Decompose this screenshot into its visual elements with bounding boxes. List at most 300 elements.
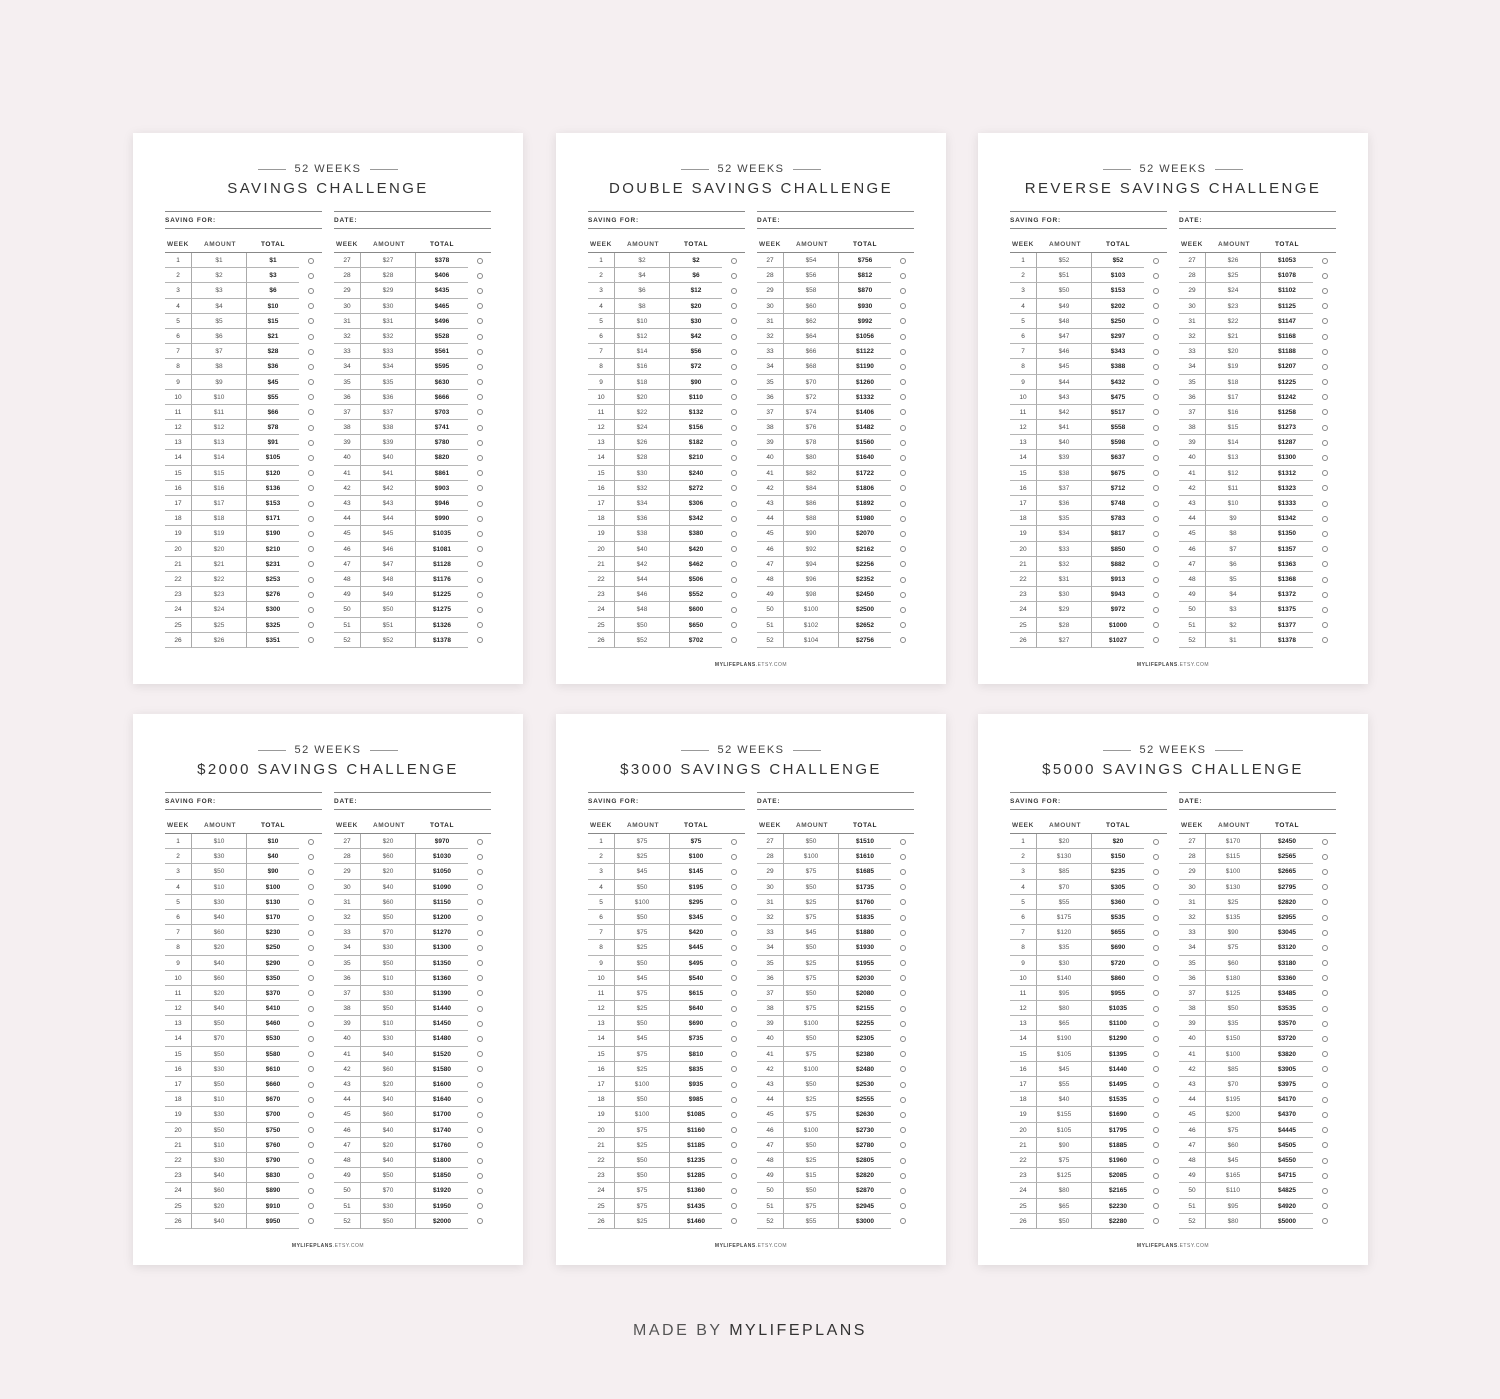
- checkbox-circle-icon[interactable]: [900, 899, 906, 905]
- checkbox-circle-icon[interactable]: [308, 884, 314, 890]
- checkbox-circle-icon[interactable]: [308, 869, 314, 875]
- checkbox-circle-icon[interactable]: [308, 607, 314, 613]
- checkbox-circle-icon[interactable]: [731, 1006, 737, 1012]
- checkbox-circle-icon[interactable]: [1153, 1021, 1159, 1027]
- date-field[interactable]: DATE:: [1179, 792, 1336, 810]
- checkbox-circle-icon[interactable]: [477, 561, 483, 567]
- checkbox-circle-icon[interactable]: [900, 1036, 906, 1042]
- checkbox-circle-icon[interactable]: [1322, 607, 1328, 613]
- checkbox-circle-icon[interactable]: [308, 470, 314, 476]
- checkbox-circle-icon[interactable]: [731, 546, 737, 552]
- checkbox-circle-icon[interactable]: [1153, 303, 1159, 309]
- checkbox-circle-icon[interactable]: [900, 975, 906, 981]
- checkbox-circle-icon[interactable]: [731, 637, 737, 643]
- checkbox-circle-icon[interactable]: [308, 1082, 314, 1088]
- checkbox-circle-icon[interactable]: [900, 303, 906, 309]
- checkbox-circle-icon[interactable]: [731, 990, 737, 996]
- checkbox-circle-icon[interactable]: [900, 409, 906, 415]
- checkbox-circle-icon[interactable]: [731, 1218, 737, 1224]
- checkbox-circle-icon[interactable]: [1153, 425, 1159, 431]
- checkbox-circle-icon[interactable]: [1322, 577, 1328, 583]
- checkbox-circle-icon[interactable]: [900, 1142, 906, 1148]
- checkbox-circle-icon[interactable]: [900, 1021, 906, 1027]
- checkbox-circle-icon[interactable]: [1322, 637, 1328, 643]
- checkbox-circle-icon[interactable]: [477, 577, 483, 583]
- checkbox-circle-icon[interactable]: [1322, 440, 1328, 446]
- checkbox-circle-icon[interactable]: [1322, 470, 1328, 476]
- checkbox-circle-icon[interactable]: [308, 915, 314, 921]
- checkbox-circle-icon[interactable]: [900, 1158, 906, 1164]
- checkbox-circle-icon[interactable]: [1322, 990, 1328, 996]
- checkbox-circle-icon[interactable]: [308, 409, 314, 415]
- checkbox-circle-icon[interactable]: [1322, 1051, 1328, 1057]
- checkbox-circle-icon[interactable]: [308, 455, 314, 461]
- checkbox-circle-icon[interactable]: [900, 440, 906, 446]
- checkbox-circle-icon[interactable]: [1153, 899, 1159, 905]
- checkbox-circle-icon[interactable]: [1322, 839, 1328, 845]
- checkbox-circle-icon[interactable]: [900, 1203, 906, 1209]
- checkbox-circle-icon[interactable]: [1153, 531, 1159, 537]
- checkbox-circle-icon[interactable]: [1322, 546, 1328, 552]
- checkbox-circle-icon[interactable]: [900, 273, 906, 279]
- checkbox-circle-icon[interactable]: [477, 1082, 483, 1088]
- checkbox-circle-icon[interactable]: [731, 1051, 737, 1057]
- checkbox-circle-icon[interactable]: [1322, 884, 1328, 890]
- checkbox-circle-icon[interactable]: [731, 577, 737, 583]
- checkbox-circle-icon[interactable]: [477, 1158, 483, 1164]
- checkbox-circle-icon[interactable]: [900, 334, 906, 340]
- checkbox-circle-icon[interactable]: [1322, 425, 1328, 431]
- checkbox-circle-icon[interactable]: [308, 485, 314, 491]
- checkbox-circle-icon[interactable]: [900, 1006, 906, 1012]
- checkbox-circle-icon[interactable]: [308, 1036, 314, 1042]
- checkbox-circle-icon[interactable]: [1322, 303, 1328, 309]
- checkbox-circle-icon[interactable]: [1153, 1006, 1159, 1012]
- checkbox-circle-icon[interactable]: [731, 288, 737, 294]
- checkbox-circle-icon[interactable]: [1322, 945, 1328, 951]
- checkbox-circle-icon[interactable]: [900, 990, 906, 996]
- checkbox-circle-icon[interactable]: [1322, 318, 1328, 324]
- checkbox-circle-icon[interactable]: [477, 869, 483, 875]
- checkbox-circle-icon[interactable]: [308, 334, 314, 340]
- checkbox-circle-icon[interactable]: [477, 1036, 483, 1042]
- checkbox-circle-icon[interactable]: [477, 637, 483, 643]
- checkbox-circle-icon[interactable]: [900, 455, 906, 461]
- checkbox-circle-icon[interactable]: [731, 839, 737, 845]
- checkbox-circle-icon[interactable]: [308, 899, 314, 905]
- checkbox-circle-icon[interactable]: [308, 318, 314, 324]
- checkbox-circle-icon[interactable]: [1322, 501, 1328, 507]
- checkbox-circle-icon[interactable]: [1322, 1082, 1328, 1088]
- checkbox-circle-icon[interactable]: [1153, 334, 1159, 340]
- checkbox-circle-icon[interactable]: [308, 1066, 314, 1072]
- checkbox-circle-icon[interactable]: [308, 1142, 314, 1148]
- checkbox-circle-icon[interactable]: [731, 455, 737, 461]
- checkbox-circle-icon[interactable]: [900, 930, 906, 936]
- checkbox-circle-icon[interactable]: [731, 975, 737, 981]
- checkbox-circle-icon[interactable]: [1153, 1036, 1159, 1042]
- checkbox-circle-icon[interactable]: [477, 1218, 483, 1224]
- checkbox-circle-icon[interactable]: [477, 1051, 483, 1057]
- checkbox-circle-icon[interactable]: [308, 854, 314, 860]
- checkbox-circle-icon[interactable]: [900, 1218, 906, 1224]
- checkbox-circle-icon[interactable]: [731, 1097, 737, 1103]
- checkbox-circle-icon[interactable]: [900, 622, 906, 628]
- checkbox-circle-icon[interactable]: [731, 915, 737, 921]
- checkbox-circle-icon[interactable]: [900, 960, 906, 966]
- checkbox-circle-icon[interactable]: [477, 1142, 483, 1148]
- checkbox-circle-icon[interactable]: [731, 884, 737, 890]
- checkbox-circle-icon[interactable]: [308, 839, 314, 845]
- checkbox-circle-icon[interactable]: [900, 1097, 906, 1103]
- checkbox-circle-icon[interactable]: [731, 1066, 737, 1072]
- checkbox-circle-icon[interactable]: [1322, 1006, 1328, 1012]
- checkbox-circle-icon[interactable]: [731, 899, 737, 905]
- checkbox-circle-icon[interactable]: [731, 869, 737, 875]
- checkbox-circle-icon[interactable]: [731, 531, 737, 537]
- checkbox-circle-icon[interactable]: [308, 1218, 314, 1224]
- checkbox-circle-icon[interactable]: [1322, 622, 1328, 628]
- checkbox-circle-icon[interactable]: [1153, 1142, 1159, 1148]
- checkbox-circle-icon[interactable]: [1153, 455, 1159, 461]
- checkbox-circle-icon[interactable]: [1322, 1021, 1328, 1027]
- checkbox-circle-icon[interactable]: [731, 592, 737, 598]
- checkbox-circle-icon[interactable]: [1153, 1188, 1159, 1194]
- checkbox-circle-icon[interactable]: [308, 1173, 314, 1179]
- checkbox-circle-icon[interactable]: [1322, 854, 1328, 860]
- checkbox-circle-icon[interactable]: [477, 592, 483, 598]
- checkbox-circle-icon[interactable]: [731, 470, 737, 476]
- checkbox-circle-icon[interactable]: [1322, 334, 1328, 340]
- checkbox-circle-icon[interactable]: [731, 1142, 737, 1148]
- checkbox-circle-icon[interactable]: [308, 592, 314, 598]
- checkbox-circle-icon[interactable]: [731, 485, 737, 491]
- checkbox-circle-icon[interactable]: [1322, 915, 1328, 921]
- checkbox-circle-icon[interactable]: [731, 1188, 737, 1194]
- checkbox-circle-icon[interactable]: [477, 899, 483, 905]
- checkbox-circle-icon[interactable]: [477, 501, 483, 507]
- checkbox-circle-icon[interactable]: [900, 1051, 906, 1057]
- checkbox-circle-icon[interactable]: [477, 364, 483, 370]
- checkbox-circle-icon[interactable]: [477, 349, 483, 355]
- checkbox-circle-icon[interactable]: [1153, 577, 1159, 583]
- checkbox-circle-icon[interactable]: [308, 637, 314, 643]
- checkbox-circle-icon[interactable]: [731, 1112, 737, 1118]
- checkbox-circle-icon[interactable]: [900, 945, 906, 951]
- checkbox-circle-icon[interactable]: [900, 884, 906, 890]
- checkbox-circle-icon[interactable]: [1153, 1158, 1159, 1164]
- checkbox-circle-icon[interactable]: [1153, 288, 1159, 294]
- checkbox-circle-icon[interactable]: [731, 409, 737, 415]
- checkbox-circle-icon[interactable]: [308, 561, 314, 567]
- checkbox-circle-icon[interactable]: [1322, 349, 1328, 355]
- checkbox-circle-icon[interactable]: [1153, 561, 1159, 567]
- checkbox-circle-icon[interactable]: [731, 318, 737, 324]
- checkbox-circle-icon[interactable]: [1322, 485, 1328, 491]
- checkbox-circle-icon[interactable]: [1153, 884, 1159, 890]
- checkbox-circle-icon[interactable]: [1322, 379, 1328, 385]
- saving-for-field[interactable]: SAVING FOR:: [165, 792, 322, 810]
- checkbox-circle-icon[interactable]: [731, 258, 737, 264]
- checkbox-circle-icon[interactable]: [308, 960, 314, 966]
- checkbox-circle-icon[interactable]: [308, 379, 314, 385]
- checkbox-circle-icon[interactable]: [731, 1082, 737, 1088]
- checkbox-circle-icon[interactable]: [1153, 394, 1159, 400]
- checkbox-circle-icon[interactable]: [731, 960, 737, 966]
- checkbox-circle-icon[interactable]: [308, 1112, 314, 1118]
- checkbox-circle-icon[interactable]: [477, 409, 483, 415]
- checkbox-circle-icon[interactable]: [1322, 531, 1328, 537]
- checkbox-circle-icon[interactable]: [731, 1203, 737, 1209]
- checkbox-circle-icon[interactable]: [1322, 516, 1328, 522]
- checkbox-circle-icon[interactable]: [900, 485, 906, 491]
- checkbox-circle-icon[interactable]: [308, 990, 314, 996]
- checkbox-circle-icon[interactable]: [477, 531, 483, 537]
- checkbox-circle-icon[interactable]: [1153, 607, 1159, 613]
- checkbox-circle-icon[interactable]: [900, 258, 906, 264]
- checkbox-circle-icon[interactable]: [900, 915, 906, 921]
- checkbox-circle-icon[interactable]: [477, 470, 483, 476]
- checkbox-circle-icon[interactable]: [1153, 379, 1159, 385]
- checkbox-circle-icon[interactable]: [1153, 1051, 1159, 1057]
- checkbox-circle-icon[interactable]: [1322, 869, 1328, 875]
- checkbox-circle-icon[interactable]: [308, 440, 314, 446]
- checkbox-circle-icon[interactable]: [1322, 1066, 1328, 1072]
- checkbox-circle-icon[interactable]: [731, 425, 737, 431]
- checkbox-circle-icon[interactable]: [308, 1188, 314, 1194]
- checkbox-circle-icon[interactable]: [477, 303, 483, 309]
- checkbox-circle-icon[interactable]: [900, 349, 906, 355]
- checkbox-circle-icon[interactable]: [1322, 930, 1328, 936]
- checkbox-circle-icon[interactable]: [477, 915, 483, 921]
- checkbox-circle-icon[interactable]: [1153, 1173, 1159, 1179]
- checkbox-circle-icon[interactable]: [731, 607, 737, 613]
- checkbox-circle-icon[interactable]: [731, 1158, 737, 1164]
- checkbox-circle-icon[interactable]: [477, 1173, 483, 1179]
- checkbox-circle-icon[interactable]: [477, 930, 483, 936]
- checkbox-circle-icon[interactable]: [477, 258, 483, 264]
- checkbox-circle-icon[interactable]: [1322, 1158, 1328, 1164]
- checkbox-circle-icon[interactable]: [1153, 485, 1159, 491]
- checkbox-circle-icon[interactable]: [1322, 975, 1328, 981]
- checkbox-circle-icon[interactable]: [308, 273, 314, 279]
- checkbox-circle-icon[interactable]: [1153, 364, 1159, 370]
- checkbox-circle-icon[interactable]: [731, 1021, 737, 1027]
- checkbox-circle-icon[interactable]: [477, 1188, 483, 1194]
- checkbox-circle-icon[interactable]: [477, 607, 483, 613]
- checkbox-circle-icon[interactable]: [477, 1203, 483, 1209]
- checkbox-circle-icon[interactable]: [477, 288, 483, 294]
- checkbox-circle-icon[interactable]: [1153, 1082, 1159, 1088]
- checkbox-circle-icon[interactable]: [1322, 561, 1328, 567]
- checkbox-circle-icon[interactable]: [477, 975, 483, 981]
- checkbox-circle-icon[interactable]: [308, 394, 314, 400]
- checkbox-circle-icon[interactable]: [477, 1006, 483, 1012]
- checkbox-circle-icon[interactable]: [1153, 945, 1159, 951]
- checkbox-circle-icon[interactable]: [477, 455, 483, 461]
- checkbox-circle-icon[interactable]: [731, 516, 737, 522]
- checkbox-circle-icon[interactable]: [477, 273, 483, 279]
- checkbox-circle-icon[interactable]: [900, 1112, 906, 1118]
- checkbox-circle-icon[interactable]: [1153, 1127, 1159, 1133]
- checkbox-circle-icon[interactable]: [308, 1021, 314, 1027]
- checkbox-circle-icon[interactable]: [1322, 1203, 1328, 1209]
- checkbox-circle-icon[interactable]: [900, 1082, 906, 1088]
- checkbox-circle-icon[interactable]: [731, 440, 737, 446]
- checkbox-circle-icon[interactable]: [1322, 394, 1328, 400]
- checkbox-circle-icon[interactable]: [1153, 592, 1159, 598]
- checkbox-circle-icon[interactable]: [900, 607, 906, 613]
- checkbox-circle-icon[interactable]: [1153, 258, 1159, 264]
- checkbox-circle-icon[interactable]: [731, 1127, 737, 1133]
- checkbox-circle-icon[interactable]: [900, 1173, 906, 1179]
- checkbox-circle-icon[interactable]: [1322, 1036, 1328, 1042]
- checkbox-circle-icon[interactable]: [477, 485, 483, 491]
- checkbox-circle-icon[interactable]: [900, 854, 906, 860]
- checkbox-circle-icon[interactable]: [308, 258, 314, 264]
- checkbox-circle-icon[interactable]: [1153, 930, 1159, 936]
- checkbox-circle-icon[interactable]: [1153, 960, 1159, 966]
- checkbox-circle-icon[interactable]: [477, 425, 483, 431]
- checkbox-circle-icon[interactable]: [900, 1188, 906, 1194]
- checkbox-circle-icon[interactable]: [900, 379, 906, 385]
- checkbox-circle-icon[interactable]: [477, 546, 483, 552]
- checkbox-circle-icon[interactable]: [477, 622, 483, 628]
- checkbox-circle-icon[interactable]: [731, 364, 737, 370]
- checkbox-circle-icon[interactable]: [1322, 592, 1328, 598]
- checkbox-circle-icon[interactable]: [1153, 318, 1159, 324]
- checkbox-circle-icon[interactable]: [1153, 1097, 1159, 1103]
- checkbox-circle-icon[interactable]: [1322, 455, 1328, 461]
- checkbox-circle-icon[interactable]: [900, 839, 906, 845]
- saving-for-field[interactable]: SAVING FOR:: [1010, 792, 1167, 810]
- checkbox-circle-icon[interactable]: [900, 288, 906, 294]
- checkbox-circle-icon[interactable]: [1322, 1142, 1328, 1148]
- checkbox-circle-icon[interactable]: [731, 394, 737, 400]
- checkbox-circle-icon[interactable]: [477, 1097, 483, 1103]
- saving-for-field[interactable]: SAVING FOR:: [165, 211, 322, 229]
- checkbox-circle-icon[interactable]: [477, 945, 483, 951]
- checkbox-circle-icon[interactable]: [900, 470, 906, 476]
- checkbox-circle-icon[interactable]: [308, 1006, 314, 1012]
- checkbox-circle-icon[interactable]: [1153, 501, 1159, 507]
- saving-for-field[interactable]: SAVING FOR:: [1010, 211, 1167, 229]
- checkbox-circle-icon[interactable]: [1153, 546, 1159, 552]
- checkbox-circle-icon[interactable]: [900, 1066, 906, 1072]
- checkbox-circle-icon[interactable]: [1322, 899, 1328, 905]
- checkbox-circle-icon[interactable]: [1153, 516, 1159, 522]
- checkbox-circle-icon[interactable]: [1153, 273, 1159, 279]
- checkbox-circle-icon[interactable]: [1153, 409, 1159, 415]
- checkbox-circle-icon[interactable]: [308, 501, 314, 507]
- checkbox-circle-icon[interactable]: [308, 1051, 314, 1057]
- checkbox-circle-icon[interactable]: [1153, 622, 1159, 628]
- checkbox-circle-icon[interactable]: [477, 1112, 483, 1118]
- checkbox-circle-icon[interactable]: [731, 854, 737, 860]
- checkbox-circle-icon[interactable]: [308, 364, 314, 370]
- saving-for-field[interactable]: SAVING FOR:: [588, 211, 745, 229]
- checkbox-circle-icon[interactable]: [477, 379, 483, 385]
- checkbox-circle-icon[interactable]: [308, 303, 314, 309]
- checkbox-circle-icon[interactable]: [1153, 1112, 1159, 1118]
- checkbox-circle-icon[interactable]: [477, 1021, 483, 1027]
- checkbox-circle-icon[interactable]: [1153, 637, 1159, 643]
- checkbox-circle-icon[interactable]: [1322, 1127, 1328, 1133]
- checkbox-circle-icon[interactable]: [308, 622, 314, 628]
- checkbox-circle-icon[interactable]: [731, 501, 737, 507]
- checkbox-circle-icon[interactable]: [1322, 409, 1328, 415]
- checkbox-circle-icon[interactable]: [731, 622, 737, 628]
- checkbox-circle-icon[interactable]: [308, 546, 314, 552]
- checkbox-circle-icon[interactable]: [1322, 1173, 1328, 1179]
- checkbox-circle-icon[interactable]: [731, 930, 737, 936]
- checkbox-circle-icon[interactable]: [477, 884, 483, 890]
- checkbox-circle-icon[interactable]: [308, 577, 314, 583]
- checkbox-circle-icon[interactable]: [1322, 1218, 1328, 1224]
- checkbox-circle-icon[interactable]: [731, 561, 737, 567]
- checkbox-circle-icon[interactable]: [731, 379, 737, 385]
- checkbox-circle-icon[interactable]: [477, 516, 483, 522]
- checkbox-circle-icon[interactable]: [1153, 1203, 1159, 1209]
- checkbox-circle-icon[interactable]: [900, 364, 906, 370]
- checkbox-circle-icon[interactable]: [1322, 273, 1328, 279]
- checkbox-circle-icon[interactable]: [308, 945, 314, 951]
- checkbox-circle-icon[interactable]: [308, 930, 314, 936]
- date-field[interactable]: DATE:: [1179, 211, 1336, 229]
- checkbox-circle-icon[interactable]: [900, 637, 906, 643]
- checkbox-circle-icon[interactable]: [1153, 975, 1159, 981]
- checkbox-circle-icon[interactable]: [308, 288, 314, 294]
- checkbox-circle-icon[interactable]: [477, 990, 483, 996]
- checkbox-circle-icon[interactable]: [1153, 915, 1159, 921]
- checkbox-circle-icon[interactable]: [900, 546, 906, 552]
- checkbox-circle-icon[interactable]: [1322, 258, 1328, 264]
- date-field[interactable]: DATE:: [334, 211, 491, 229]
- checkbox-circle-icon[interactable]: [900, 531, 906, 537]
- checkbox-circle-icon[interactable]: [731, 349, 737, 355]
- checkbox-circle-icon[interactable]: [900, 394, 906, 400]
- date-field[interactable]: DATE:: [757, 792, 914, 810]
- checkbox-circle-icon[interactable]: [477, 839, 483, 845]
- checkbox-circle-icon[interactable]: [1322, 960, 1328, 966]
- checkbox-circle-icon[interactable]: [900, 561, 906, 567]
- checkbox-circle-icon[interactable]: [1322, 364, 1328, 370]
- checkbox-circle-icon[interactable]: [308, 516, 314, 522]
- checkbox-circle-icon[interactable]: [900, 1127, 906, 1133]
- checkbox-circle-icon[interactable]: [477, 854, 483, 860]
- checkbox-circle-icon[interactable]: [308, 1203, 314, 1209]
- checkbox-circle-icon[interactable]: [308, 349, 314, 355]
- checkbox-circle-icon[interactable]: [900, 577, 906, 583]
- checkbox-circle-icon[interactable]: [1322, 1112, 1328, 1118]
- checkbox-circle-icon[interactable]: [900, 516, 906, 522]
- checkbox-circle-icon[interactable]: [308, 531, 314, 537]
- checkbox-circle-icon[interactable]: [900, 425, 906, 431]
- checkbox-circle-icon[interactable]: [1153, 854, 1159, 860]
- checkbox-circle-icon[interactable]: [308, 1158, 314, 1164]
- checkbox-circle-icon[interactable]: [477, 1066, 483, 1072]
- checkbox-circle-icon[interactable]: [731, 1173, 737, 1179]
- checkbox-circle-icon[interactable]: [1153, 839, 1159, 845]
- checkbox-circle-icon[interactable]: [1322, 288, 1328, 294]
- checkbox-circle-icon[interactable]: [1153, 990, 1159, 996]
- checkbox-circle-icon[interactable]: [477, 334, 483, 340]
- checkbox-circle-icon[interactable]: [308, 1097, 314, 1103]
- checkbox-circle-icon[interactable]: [731, 273, 737, 279]
- checkbox-circle-icon[interactable]: [477, 960, 483, 966]
- checkbox-circle-icon[interactable]: [477, 1127, 483, 1133]
- checkbox-circle-icon[interactable]: [1322, 1097, 1328, 1103]
